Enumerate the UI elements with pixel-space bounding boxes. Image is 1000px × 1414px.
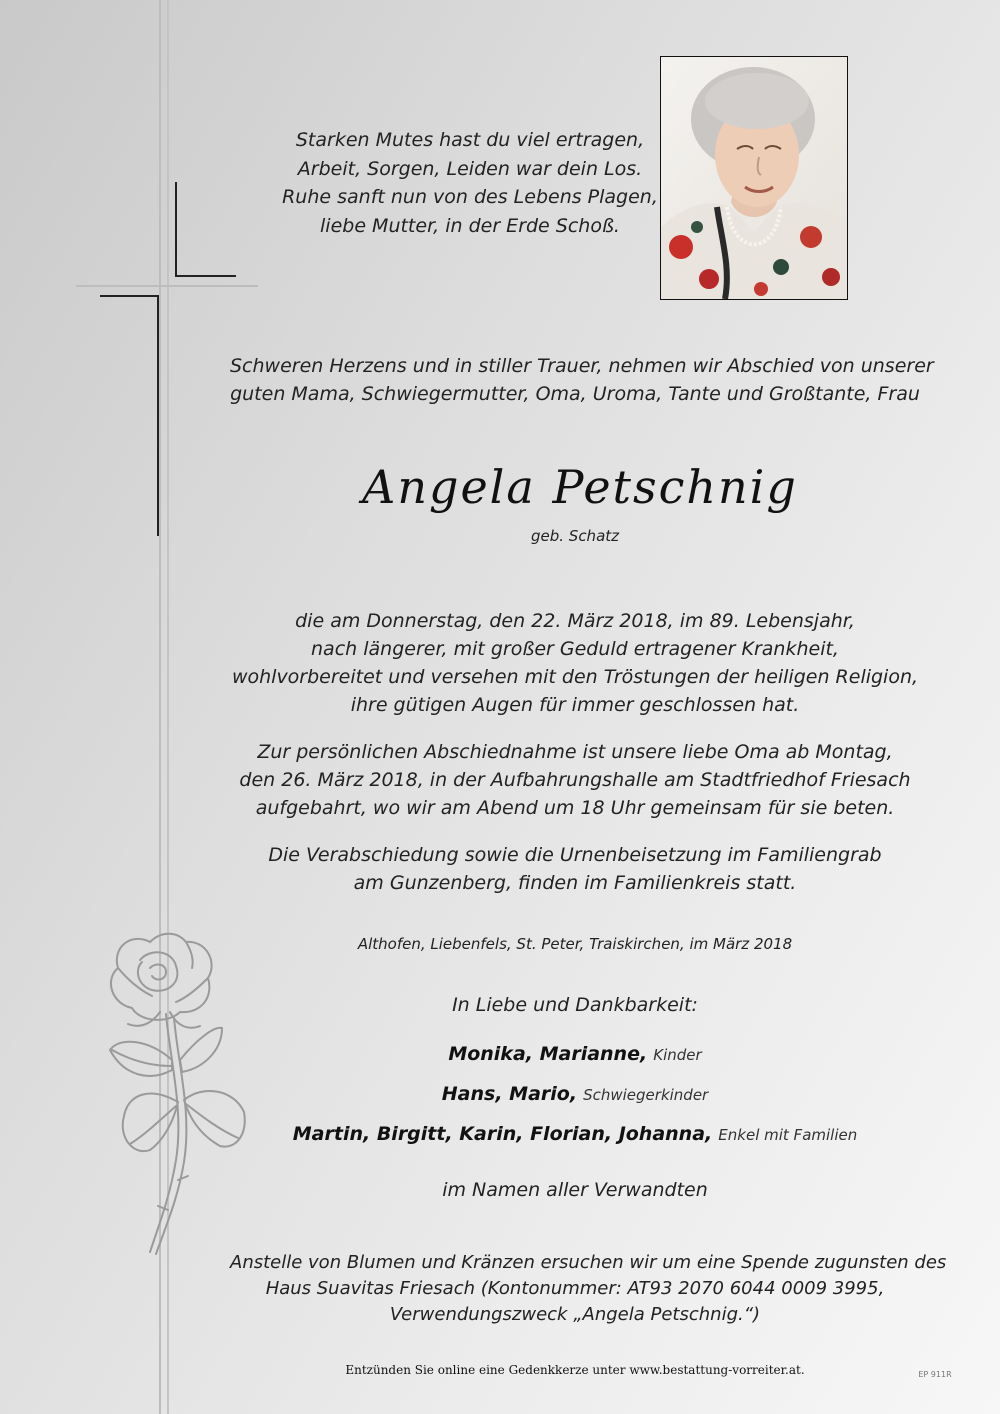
footer-note: Entzünden Sie online eine Gedenkkerze unter www.bestattung-vorreiter.at. xyxy=(345,1363,805,1377)
paragraph-line: den 26. März 2018, in der Aufbahrungshalle am Stadtfriedhof Friesach xyxy=(239,769,911,791)
family-names: Monika, Marianne, xyxy=(448,1043,648,1065)
template-code: EP 911R xyxy=(918,1370,952,1379)
paragraph-line: Zur persönlichen Abschiednahme ist unsere liebe Oma ab Montag, xyxy=(257,741,893,763)
family-entry-in-laws xyxy=(230,1080,920,1109)
poem-line: liebe Mutter, in der Erde Schoß. xyxy=(320,214,620,237)
maiden-name: geb. Schatz xyxy=(530,527,620,545)
intro-text xyxy=(230,352,934,408)
family-relation: Kinder xyxy=(653,1046,702,1064)
paragraph-line: die am Donnerstag, den 22. März 2018, im 89. Lebensjahr, xyxy=(295,610,855,632)
intro-line: Schweren Herzens und in stiller Trauer, nehmen wir Abschied von unserer xyxy=(230,355,934,377)
deceased-name: Angela Petschnig xyxy=(362,460,798,514)
viewing-paragraph xyxy=(230,738,920,822)
portrait-image xyxy=(661,57,847,299)
death-notice-paragraph xyxy=(230,607,920,719)
portrait-photo xyxy=(660,56,848,300)
intro-line: guten Mama, Schwiegermutter, Oma, Uroma, Tante und Großtante, Frau xyxy=(230,383,920,405)
gratitude-line: In Liebe und Dankbarkeit: xyxy=(452,994,698,1016)
place-date: Althofen, Liebenfels, St. Peter, Traiskirchen, im März 2018 xyxy=(357,935,793,953)
poem-line: Arbeit, Sorgen, Leiden war dein Los. xyxy=(297,157,643,180)
family-names: Martin, Birgitt, Karin, Florian, Johanna, xyxy=(292,1123,713,1145)
donation-line: Verwendungszweck „Angela Petschnig.“) xyxy=(389,1304,761,1325)
poem-line: Ruhe sanft nun von des Lebens Plagen, xyxy=(282,186,658,208)
paragraph-line: Die Verabschiedung sowie die Urnenbeisetzung im Familiengrab xyxy=(268,844,882,866)
relatives-line: im Namen aller Verwandten xyxy=(442,1179,708,1201)
poem-line: Starken Mutes hast du viel ertragen, xyxy=(295,129,645,151)
family-names: Hans, Mario, xyxy=(441,1083,578,1105)
rose-icon xyxy=(110,934,245,1254)
paragraph-line: ihre gütigen Augen für immer geschlossen hat. xyxy=(350,694,800,716)
family-relation: Enkel mit Familien xyxy=(718,1126,858,1144)
paragraph-line: aufgebahrt, wo wir am Abend um 18 Uhr gemeinsam für sie beten. xyxy=(255,797,895,819)
donation-line: Anstelle von Blumen und Kränzen ersuchen wir um eine Spende zugunsten des xyxy=(230,1252,947,1273)
family-relation: Schwiegerkinder xyxy=(583,1086,709,1104)
paragraph-line: am Gunzenberg, finden im Familienkreis statt. xyxy=(353,872,797,894)
paragraph-line: wohlvorbereitet und versehen mit den Tröstungen der heiligen Religion, xyxy=(231,666,919,688)
paragraph-line: nach längerer, mit großer Geduld ertragener Krankheit, xyxy=(311,638,839,660)
family-entry-children xyxy=(230,1040,920,1069)
donation-request xyxy=(230,1250,947,1328)
donation-line: Haus Suavitas Friesach (Kontonummer: AT93 2070 6044 0009 3995, xyxy=(265,1278,885,1299)
family-entry-grandchildren xyxy=(230,1120,920,1149)
poem xyxy=(260,126,680,240)
burial-paragraph xyxy=(230,841,920,897)
